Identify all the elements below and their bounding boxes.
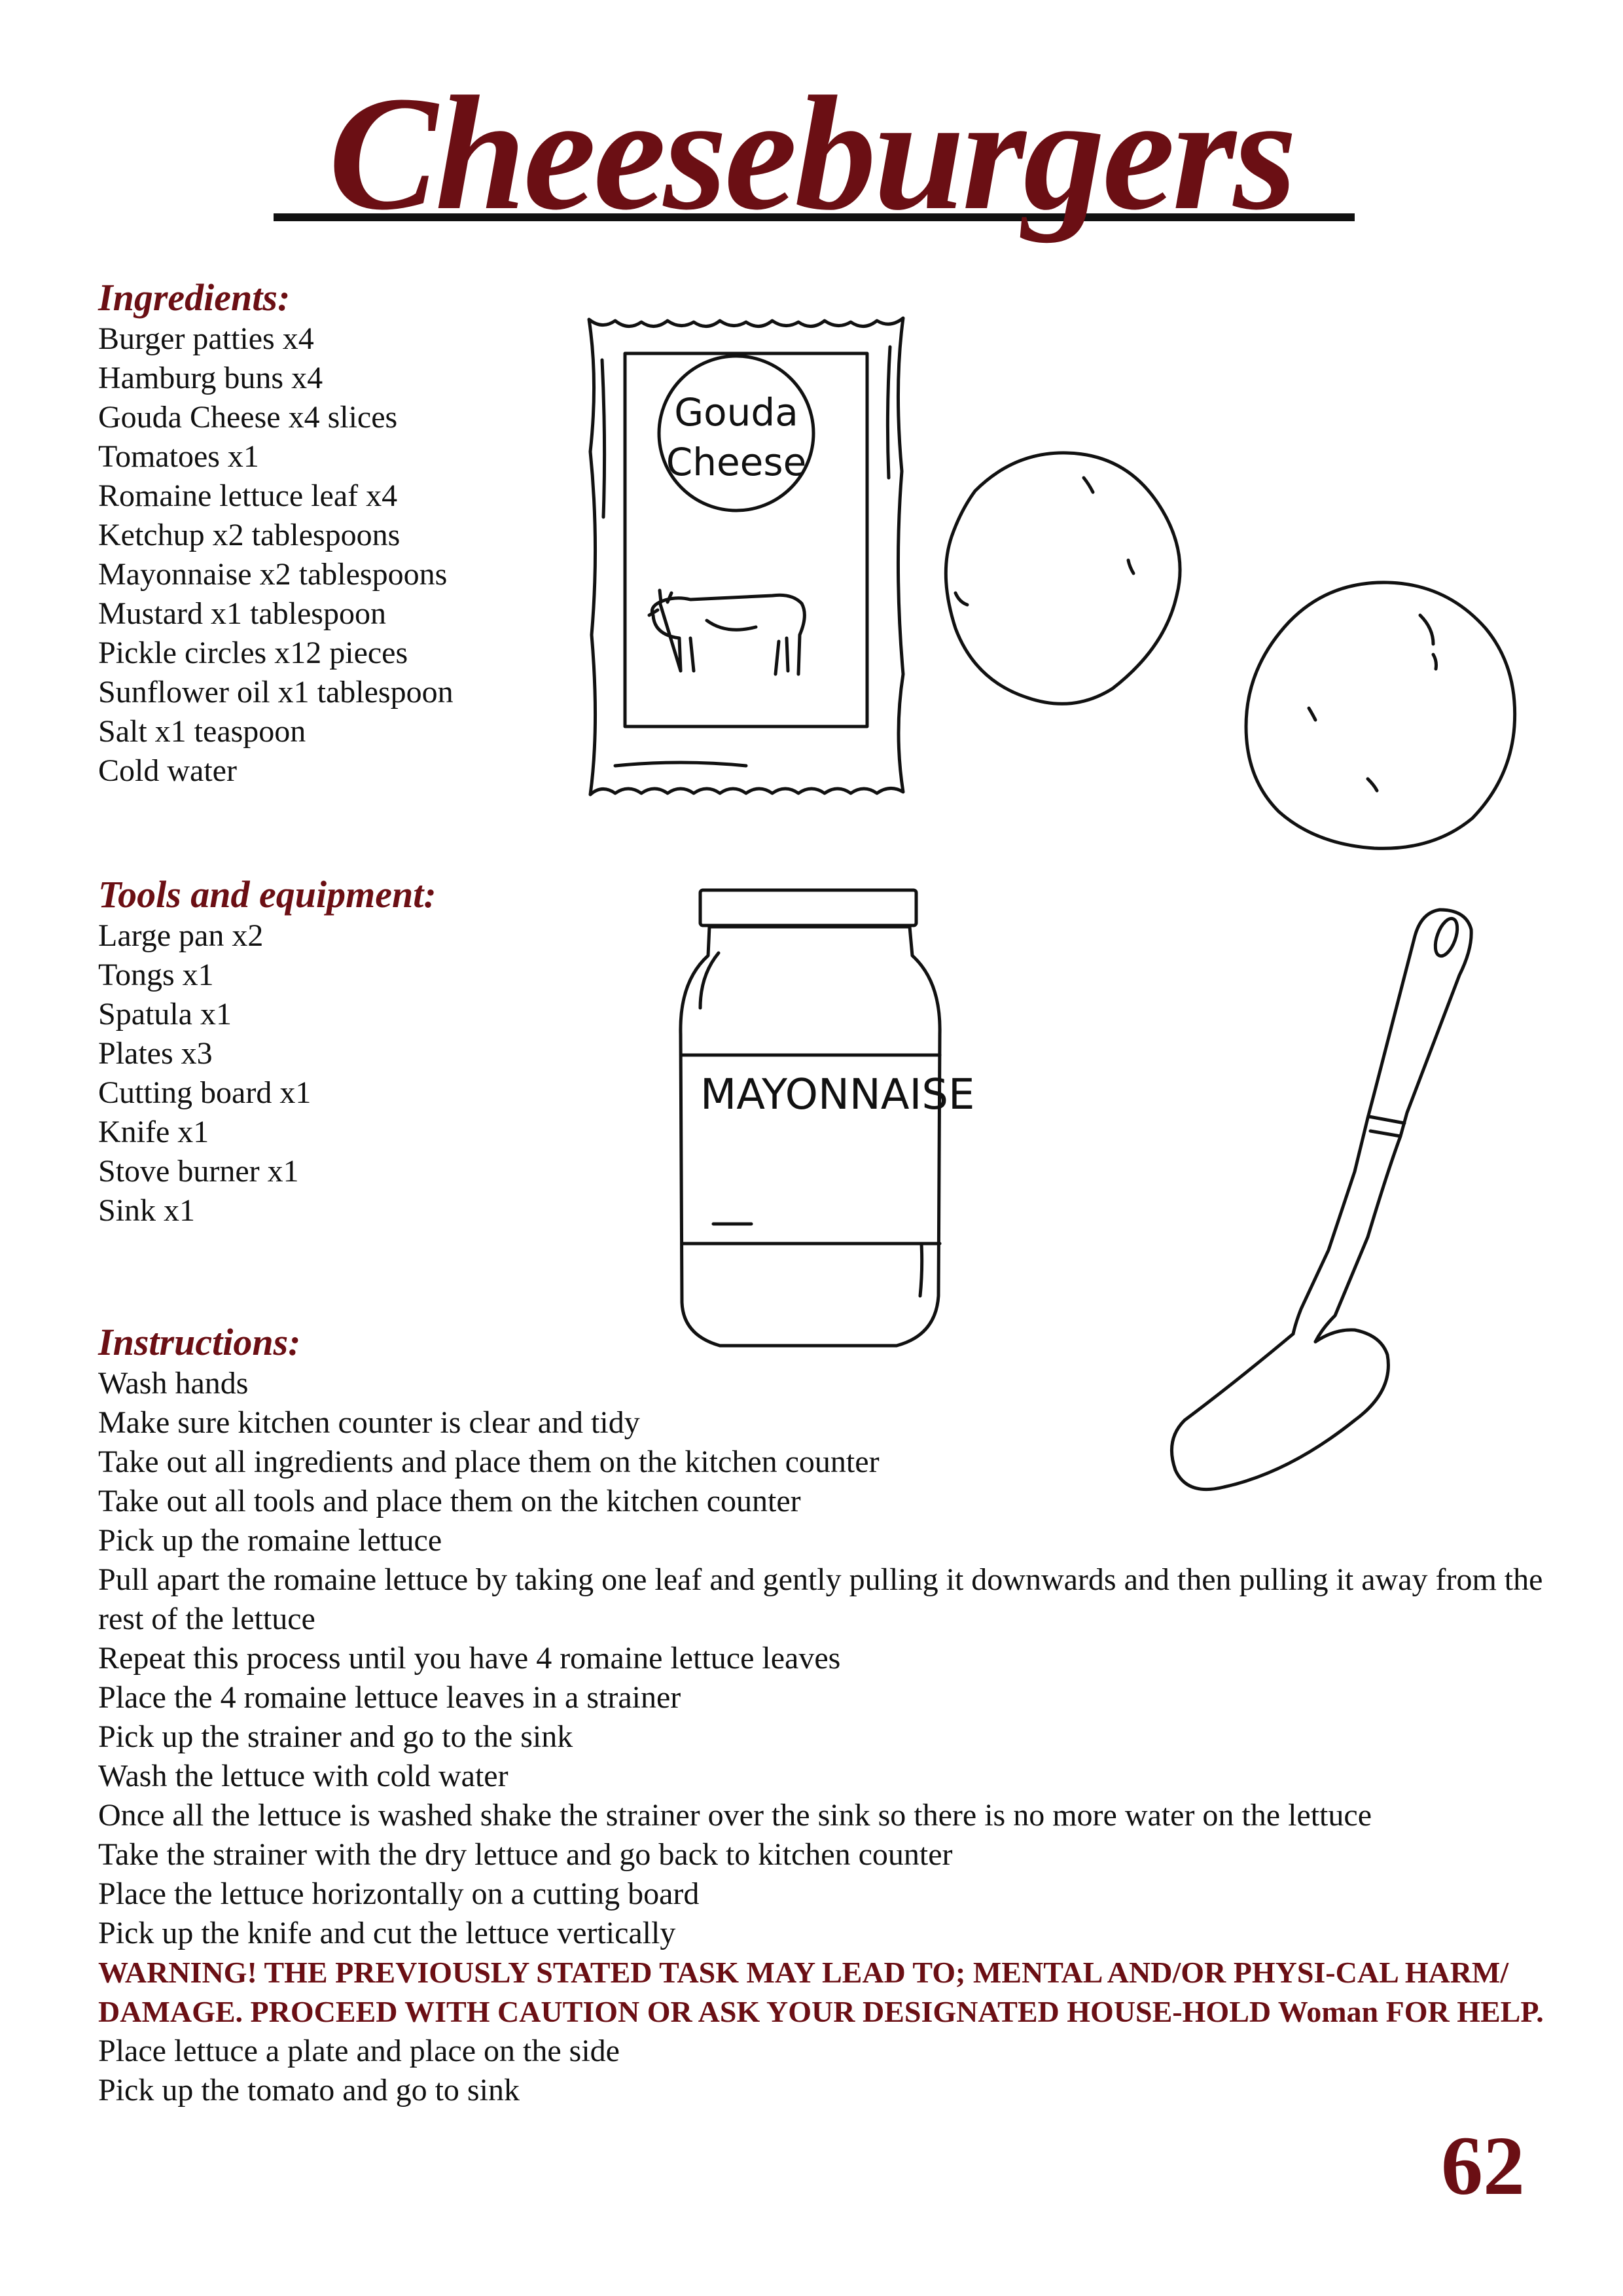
instruction-step: Pick up the strainer and go to the sink (98, 1719, 573, 1754)
instruction-step: Take out all tools and place them on the kitchen counter (98, 1484, 801, 1518)
instruction-step: Pull apart the romaine lettuce by taking one leaf and gently pulling it downwards and then pulling it away from the rest of the lettuce (98, 1562, 1543, 1636)
list-item: Hamburg buns x4 (98, 361, 323, 395)
instruction-step: Place the 4 romaine lettuce leaves in a strainer (98, 1680, 681, 1715)
list-item: Cold water (98, 753, 237, 788)
instructions-heading: Instructions: (98, 1321, 301, 1363)
list-item: Knife x1 (98, 1115, 209, 1149)
instruction-step: Take out all ingredients and place them on the kitchen counter (98, 1444, 880, 1479)
mayonnaise-jar-illustration (661, 877, 975, 1361)
list-item: Tomatoes x1 (98, 439, 259, 474)
list-item: Spatula x1 (98, 997, 232, 1031)
ingredients-list (98, 319, 454, 791)
list-item: Sink x1 (98, 1193, 196, 1228)
cow-icon (649, 590, 804, 674)
instruction-step: Wash hands (98, 1366, 249, 1401)
instruction-step: Take the strainer with the dry lettuce and go back to kitchen counter (98, 1837, 953, 1872)
cheese-package-illustration (576, 308, 916, 805)
list-item: Burger patties x4 (98, 321, 314, 356)
bun-illustration-1 (929, 439, 1204, 713)
list-item: Ketchup x2 tablespoons (98, 518, 401, 552)
spatula-head (1171, 1330, 1388, 1490)
cheese-label-line1: Gouda (674, 390, 798, 435)
list-item: Large pan x2 (98, 918, 264, 953)
jar-lid (700, 890, 916, 925)
list-item: Salt x1 teaspoon (98, 714, 306, 749)
instruction-step: Pick up the romaine lettuce (98, 1523, 442, 1558)
instruction-step: Once all the lettuce is washed shake the strainer over the sink so there is no more water on the lettuce (98, 1798, 1372, 1833)
bun-outline (1246, 583, 1515, 848)
tools-list (98, 916, 311, 1230)
list-item: Tongs x1 (98, 958, 214, 992)
mayo-label: MAYONNAISE (700, 1071, 975, 1119)
tools-heading: Tools and equipment: (98, 873, 437, 916)
instruction-step: Repeat this process until you have 4 romaine lettuce leaves (98, 1641, 841, 1676)
bun-outline (946, 453, 1180, 704)
list-item: Romaine lettuce leaf x4 (98, 478, 398, 513)
list-item: Stove burner x1 (98, 1154, 299, 1189)
jar-body (681, 927, 940, 1346)
instruction-step: Pick up the knife and cut the lettuce vertically (98, 1916, 676, 1950)
list-item: Cutting board x1 (98, 1075, 312, 1110)
instruction-step: Pick up the tomato and go to sink (98, 2073, 520, 2108)
list-item: Plates x3 (98, 1036, 213, 1071)
instruction-step: Place the lettuce horizontally on a cutting board (98, 1876, 700, 1911)
instruction-step: Wash the lettuce with cold water (98, 1759, 508, 1793)
spatula-illustration (1158, 897, 1499, 1505)
bun-illustration-2 (1237, 563, 1531, 851)
instruction-step: Place lettuce a plate and place on the side (98, 2034, 620, 2068)
page-number: 62 (1441, 2119, 1525, 2212)
list-item: Sunflower oil x1 tablespoon (98, 675, 454, 709)
list-item: Pickle circles x12 pieces (98, 636, 408, 670)
instruction-step: Make sure kitchen counter is clear and tidy (98, 1405, 640, 1440)
page-title: Cheeseburgers (329, 63, 1294, 244)
list-item: Gouda Cheese x4 slices (98, 400, 398, 435)
spatula-handle (1315, 910, 1471, 1342)
list-item: Mayonnaise x2 tablespoons (98, 557, 448, 592)
warning-text: WARNING! THE PREVIOUSLY STATED TASK MAY LEAD TO; MENTAL AND/OR PHYSI-CAL HARM/ DAMAGE. PROCEED WITH CAUTION OR ASK YOUR DESIGNATED HOUSE-HOLD Woman FOR HELP. (98, 1956, 1544, 2028)
ingredients-heading: Ingredients: (98, 276, 291, 319)
list-item: Mustard x1 tablespoon (98, 596, 386, 631)
cheese-label-line2: Cheese (666, 440, 807, 484)
